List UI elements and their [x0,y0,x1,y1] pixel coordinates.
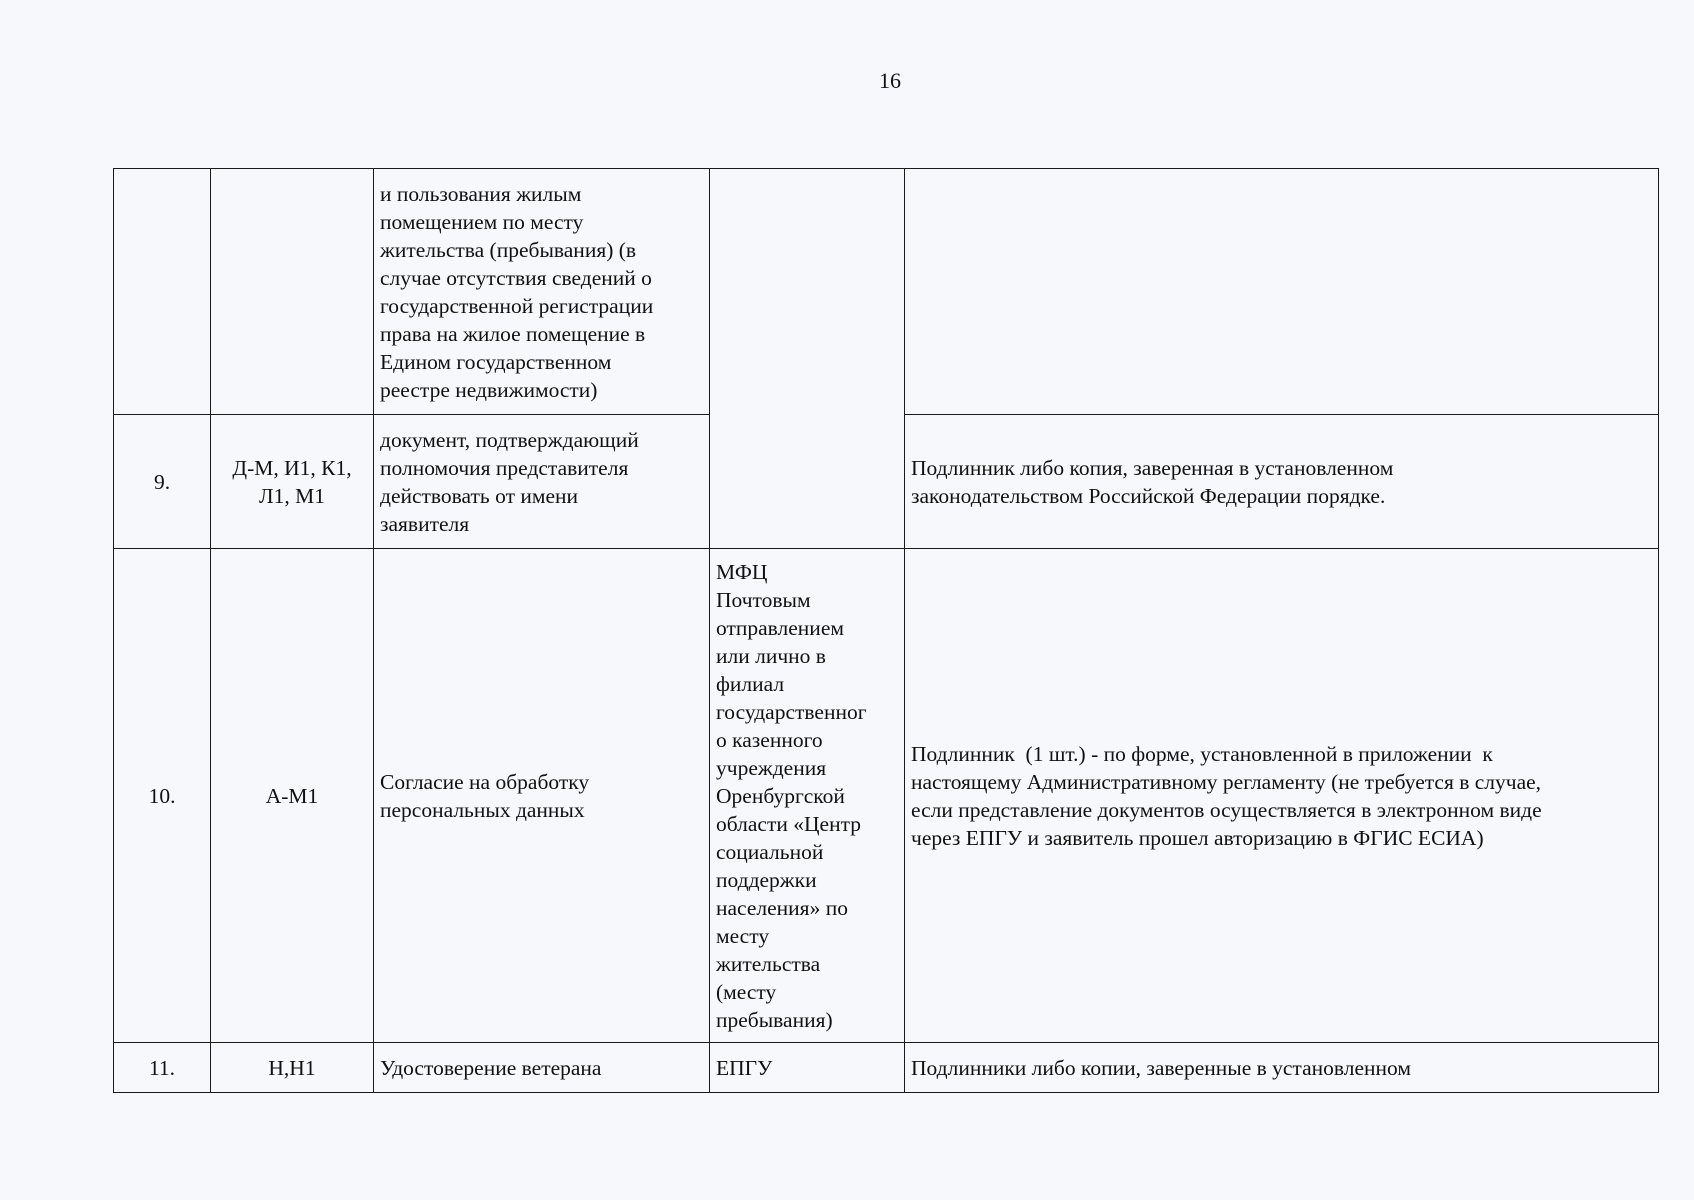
table-row [114,549,1659,1043]
requirements-cell: Подлинник (1 шт.) - по форме, установленной в приложении к настоящему Административному регламенту (не требуется в случае, если представление документов осуществляется в электронном виде через ЕПГУ и заявитель прошел авторизацию в ФГИС ЕСИА) [905,549,1659,1043]
requirements-cell [905,169,1659,415]
row-number-cell: 10. [114,549,211,1043]
row-number-cell: 9. [114,415,211,549]
requirements-cell: Подлинники либо копии, заверенные в установленном [905,1043,1659,1093]
submission-method-cell: МФЦ Почтовым отправлением или лично в филиал государственног о казенного учреждения Оренбургской области «Центр социальной поддержки населения» по месту жительства (месту пребывания) [710,549,905,1043]
table-row [114,169,1659,415]
row-number-cell [114,169,211,415]
document-name-cell: Удостоверение ветерана [374,1043,710,1093]
applicant-category-cell: Д-М, И1, К1, Л1, М1 [211,415,374,549]
document-name-cell: и пользования жилым помещением по месту жительства (пребывания) (в случае отсутствия сведений о государственной регистрации права на жилое помещение в Едином государственном реестре недвижимости) [374,169,710,415]
page-number: 16 [879,68,901,93]
document-name-cell: документ, подтверждающий полномочия представителя действовать от имени заявителя [374,415,710,549]
document-name-cell: Согласие на обработку персональных данных [374,549,710,1043]
applicant-category-cell: А-М1 [211,549,374,1043]
documents-table [113,168,1659,1093]
submission-method-cell: ЕПГУ [710,1043,905,1093]
applicant-category-cell [211,169,374,415]
applicant-category-cell: Н,Н1 [211,1043,374,1093]
requirements-cell: Подлинник либо копия, заверенная в установленном законодательством Российской Федерации порядке. [905,415,1659,549]
row-number-cell: 11. [114,1043,211,1093]
table-row [114,1043,1659,1093]
documents-table-container [113,168,1659,1093]
submission-method-cell [710,169,905,549]
